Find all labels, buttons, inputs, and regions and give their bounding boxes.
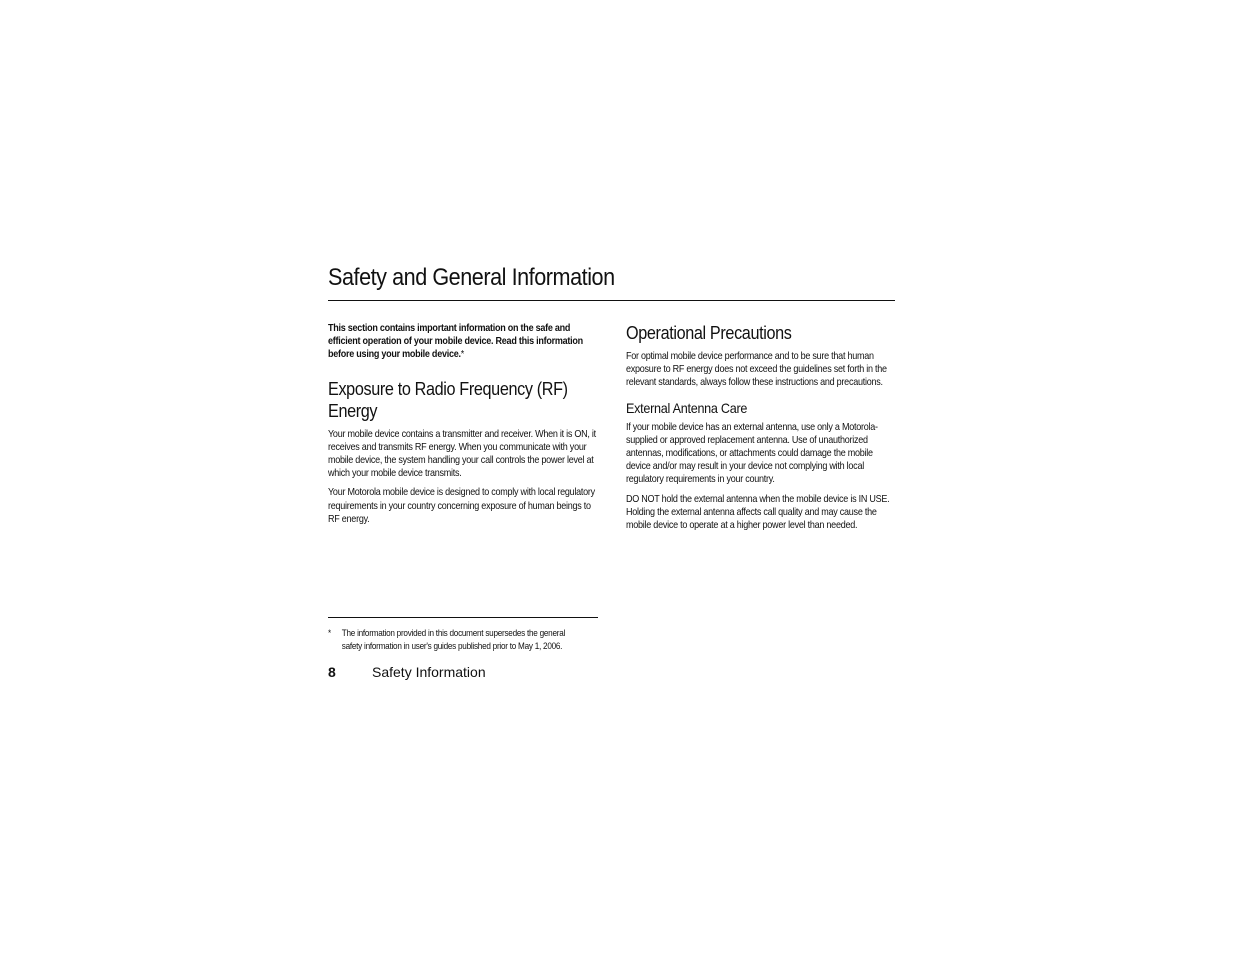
- antenna-paragraph-1: If your mobile device has an external antenna, use only a Motorola-supplied or approved replacement antenna. Use of unauthorized antennas, modifications, or attachments could damage the mobile device and/or may result in your device not complying with local regulatory requirements in your country.: [626, 420, 878, 486]
- rf-exposure-heading: Exposure to Radio Frequency (RF) Energy: [328, 378, 568, 421]
- antenna-paragraph-2: DO NOT hold the external antenna when the mobile device is IN USE. Holding the external antenna affects call quality and may cause the mobile device to operate at a higher power level than needed.: [626, 492, 890, 532]
- intro-paragraph: [328, 322, 596, 362]
- left-column: [328, 322, 598, 532]
- page-number: 8: [328, 664, 336, 680]
- rf-paragraph-2: Your Motorola mobile device is designed to comply with local regulatory requirements in your country concerning exposure of human beings to RF energy.: [328, 486, 595, 525]
- section-label: Safety Information: [372, 664, 486, 680]
- footnote-divider: [328, 617, 598, 618]
- page-title: Safety and General Information: [328, 264, 615, 291]
- rf-paragraph-1: Your mobile device contains a transmitter and receiver. When it is ON, it receives and transmits RF energy. When you communicate with your mobile device, the system handling your call controls the power level at which your mobile device transmits.: [328, 427, 596, 480]
- antenna-care-heading: External Antenna Care: [626, 399, 748, 416]
- footnote-mark: *: [328, 628, 331, 639]
- footnote-text: The information provided in this document supersedes the general safety information in user's guides published prior to May 1, 2006.: [341, 628, 566, 652]
- footnote-reference[interactable]: *: [460, 348, 465, 361]
- page-footer: [328, 664, 486, 680]
- operational-precautions-heading: Operational Precautions: [626, 323, 792, 343]
- intro-text: This section contains important information on the safe and efficient operation of your mobile device. Read this information before using your mobile device.: [328, 322, 583, 361]
- title-divider: [328, 300, 895, 301]
- footnote: [328, 628, 586, 653]
- right-column: [626, 322, 896, 538]
- precautions-intro: For optimal mobile device performance and to be sure that human exposure to RF energy does not exceed the guidelines set forth in the relevant standards, always follow these instructions and precautions.: [626, 350, 887, 389]
